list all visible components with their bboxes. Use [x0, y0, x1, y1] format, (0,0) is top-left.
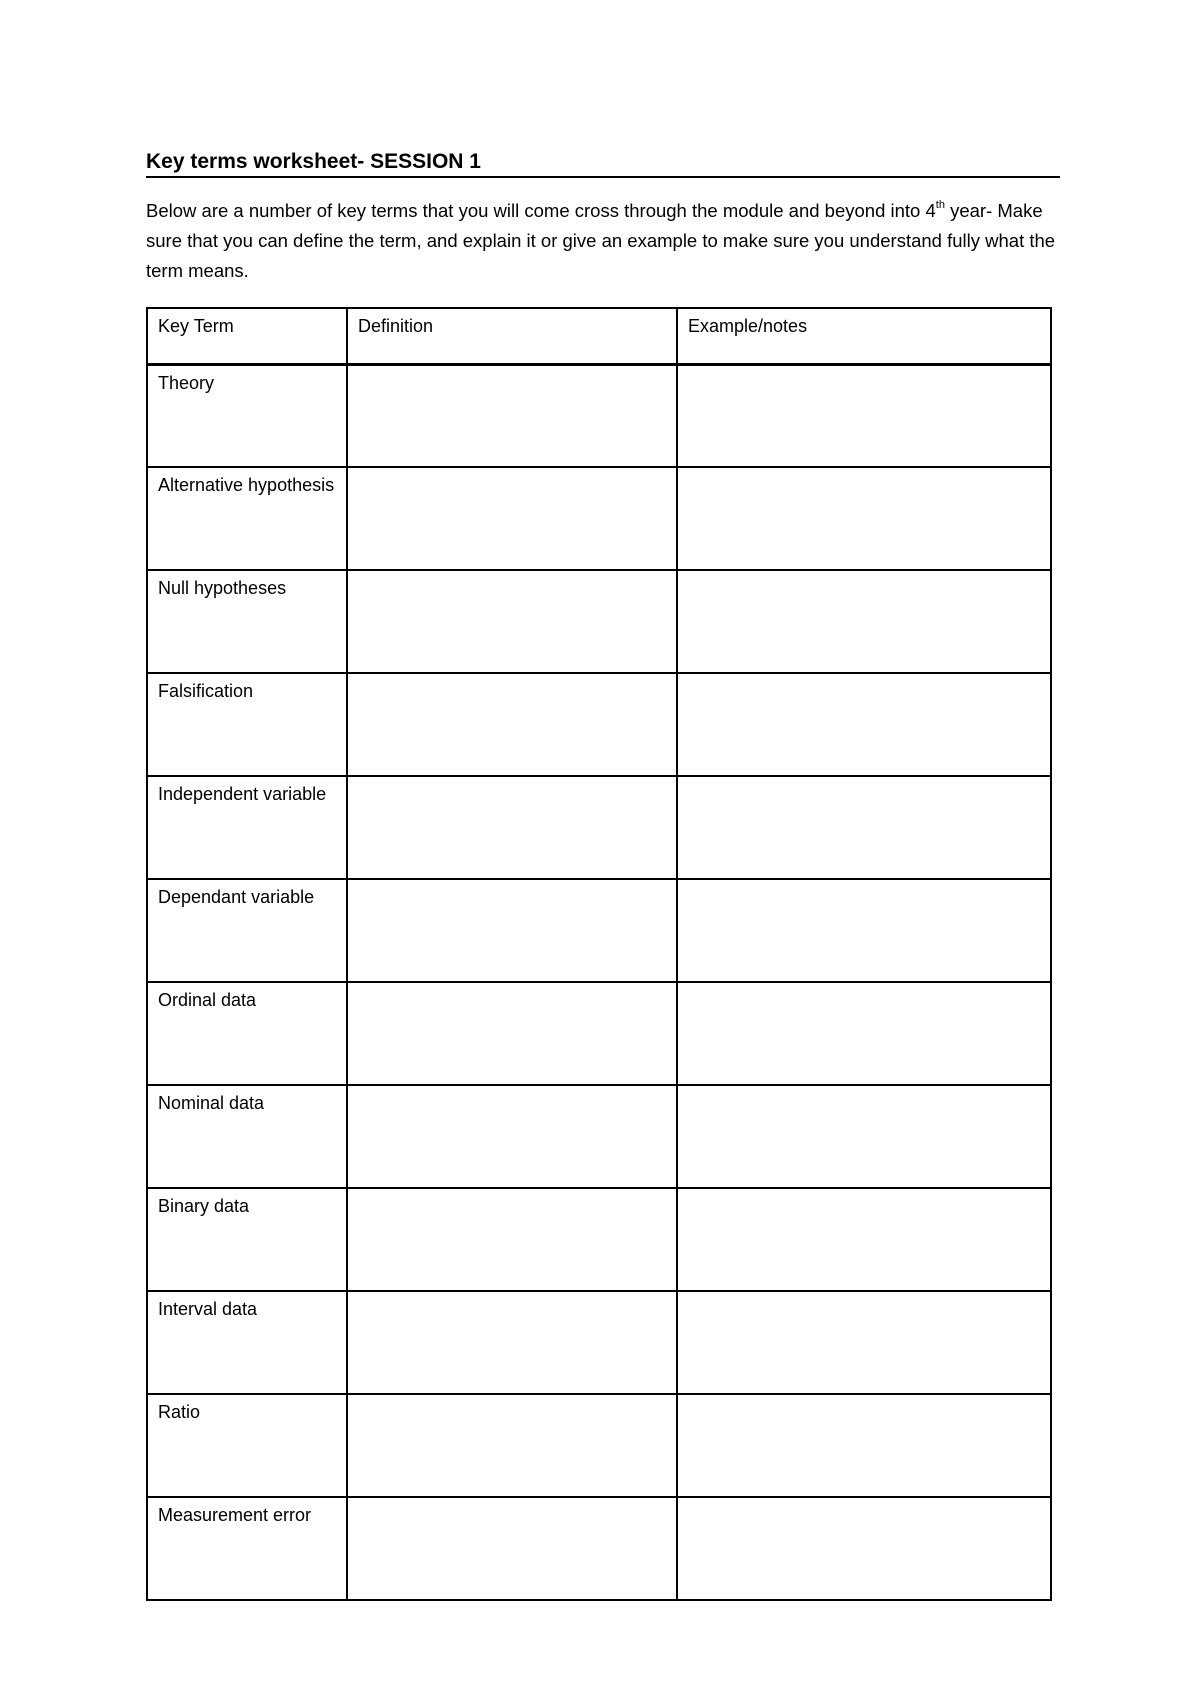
notes-cell[interactable]: [677, 1188, 1051, 1291]
term-cell: Independent variable: [147, 776, 347, 879]
notes-cell[interactable]: [677, 982, 1051, 1085]
term-cell: Ordinal data: [147, 982, 347, 1085]
notes-cell[interactable]: [677, 570, 1051, 673]
table-row: [147, 673, 1051, 776]
definition-cell[interactable]: [347, 1188, 677, 1291]
definition-cell[interactable]: [347, 776, 677, 879]
definition-cell[interactable]: [347, 1394, 677, 1497]
notes-cell[interactable]: [677, 1291, 1051, 1394]
notes-cell[interactable]: [677, 1497, 1051, 1600]
intro-paragraph: [146, 196, 1060, 286]
header-definition: Definition: [347, 308, 677, 364]
table-row: [147, 1497, 1051, 1600]
definition-cell[interactable]: [347, 1291, 677, 1394]
table-row: [147, 570, 1051, 673]
term-cell: Alternative hypothesis: [147, 467, 347, 570]
definition-cell[interactable]: [347, 673, 677, 776]
page-title: Key terms worksheet- SESSION 1: [146, 150, 481, 173]
header-example-notes: Example/notes: [677, 308, 1051, 364]
notes-cell[interactable]: [677, 1085, 1051, 1188]
definition-cell[interactable]: [347, 1085, 677, 1188]
notes-cell[interactable]: [677, 776, 1051, 879]
definition-cell[interactable]: [347, 879, 677, 982]
intro-superscript: th: [935, 199, 945, 211]
notes-cell[interactable]: [677, 1394, 1051, 1497]
intro-text-start: Below are a number of key terms that you will come cross through the module and beyond into 4: [146, 200, 936, 221]
title-underline: [146, 176, 1060, 178]
term-cell: Measurement error: [147, 1497, 347, 1600]
table-row: [147, 776, 1051, 879]
notes-cell[interactable]: [677, 673, 1051, 776]
table-row: [147, 1085, 1051, 1188]
term-cell: Null hypotheses: [147, 570, 347, 673]
term-cell: Ratio: [147, 1394, 347, 1497]
table-row: [147, 1394, 1051, 1497]
definition-cell[interactable]: [347, 364, 677, 467]
table-row: [147, 467, 1051, 570]
table-row: [147, 1188, 1051, 1291]
definition-cell[interactable]: [347, 1497, 677, 1600]
key-terms-table: [146, 307, 1052, 1601]
term-cell: Theory: [147, 364, 347, 467]
table-row: [147, 982, 1051, 1085]
table-row: [147, 364, 1051, 467]
header-key-term: Key Term: [147, 308, 347, 364]
term-cell: Interval data: [147, 1291, 347, 1394]
term-cell: Dependant variable: [147, 879, 347, 982]
table-row: [147, 879, 1051, 982]
table-row: [147, 1291, 1051, 1394]
intro-text-rest: year- Make sure that you can define the term, and explain it or give an example to make sure you understand fully what the term means.: [146, 200, 1056, 281]
definition-cell[interactable]: [347, 982, 677, 1085]
definition-cell[interactable]: [347, 570, 677, 673]
definition-cell[interactable]: [347, 467, 677, 570]
term-cell: Binary data: [147, 1188, 347, 1291]
notes-cell[interactable]: [677, 879, 1051, 982]
term-cell: Nominal data: [147, 1085, 347, 1188]
term-cell: Falsification: [147, 673, 347, 776]
notes-cell[interactable]: [677, 364, 1051, 467]
table-header-row: [147, 308, 1051, 364]
notes-cell[interactable]: [677, 467, 1051, 570]
